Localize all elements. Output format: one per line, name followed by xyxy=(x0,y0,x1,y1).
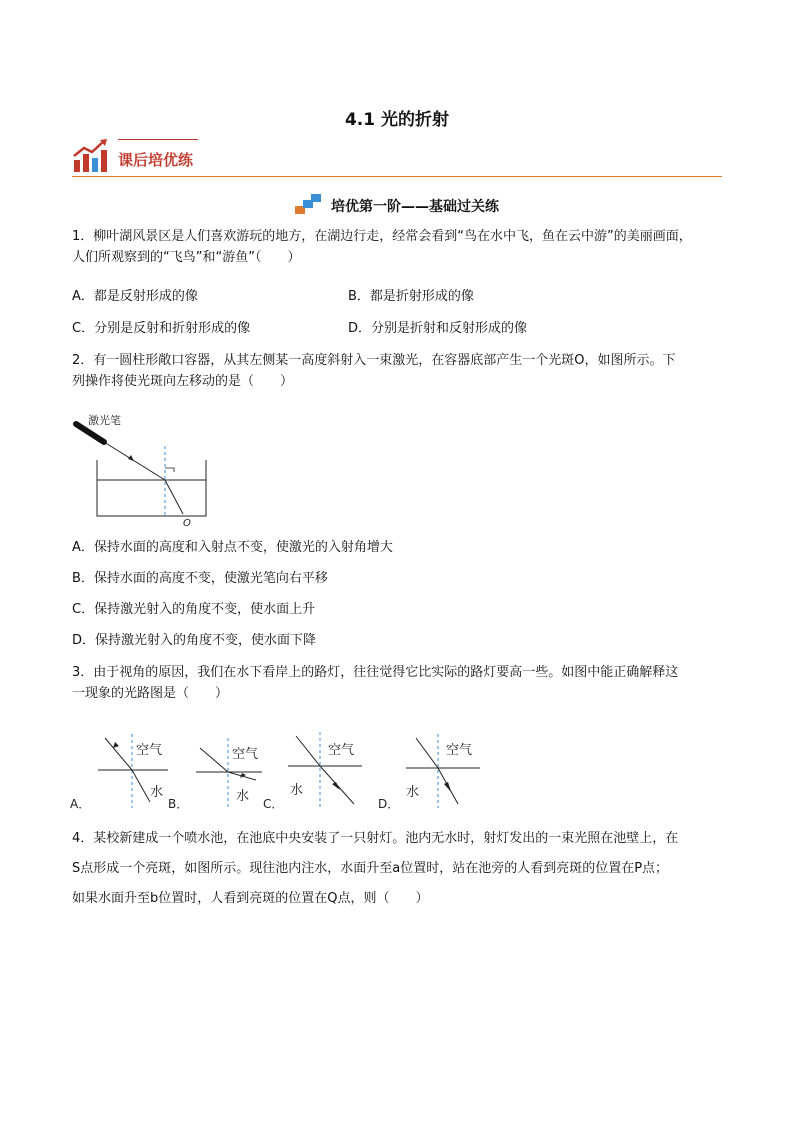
question-3-line-2: 一现象的光路图是（ ） xyxy=(72,686,229,701)
page-title: 4.1 光的折射 xyxy=(344,110,450,130)
question-3 xyxy=(72,662,726,704)
q3-b-letter: B． xyxy=(168,797,189,811)
subsection-heading xyxy=(0,194,794,216)
q3-figure-a xyxy=(70,734,168,811)
question-4-line-1: 4．某校新建成一个喷水池，在池底中央安装了一只射灯。池内无水时，射灯发出的一束光照在池壁上，在 xyxy=(72,831,679,846)
q3-a-water-label: 水 xyxy=(150,785,164,800)
q3-a-air-label: 空气 xyxy=(136,743,163,758)
q3-figure-b xyxy=(168,738,262,811)
q3-d-letter: D． xyxy=(378,797,400,811)
subsection-title: 培优第一阶——基础过关练 xyxy=(331,199,499,215)
q2-option-b: B．保持水面的高度不变，使激光笔向右平移 xyxy=(72,571,328,586)
question-2-line-2: 列操作将使光斑向左移动的是（ ） xyxy=(72,374,294,389)
question-3-line-1: 3．由于视角的原因，我们在水下看岸上的路灯，往往觉得它比实际的路灯要高一些。如图中能正确解释这 xyxy=(72,665,679,680)
stairs-icon xyxy=(295,194,325,214)
question-2-line-1: 2．有一圆柱形敞口容器，从其左侧某一高度斜射入一束激光，在容器底部产生一个光斑O，如图所示。下 xyxy=(72,353,676,368)
question-4-line-3: 如果水面升至b位置时，人看到亮斑的位置在Q点，则（ ） xyxy=(72,891,429,906)
q3-c-letter: C． xyxy=(263,797,284,811)
q2-option-a: A．保持水面的高度和入射点不变，使激光的入射角增大 xyxy=(72,540,393,555)
q3-b-air-label: 空气 xyxy=(232,747,259,762)
question-1-line-1: 1．柳叶湖风景区是人们喜欢游玩的地方，在湖边行走，经常会看到“鸟在水中飞，鱼在云中游”的美丽画面， xyxy=(72,229,692,244)
section-divider xyxy=(72,176,722,177)
section-top-rule xyxy=(118,139,198,140)
question-4 xyxy=(72,828,726,909)
q3-c-water-label: 水 xyxy=(290,783,304,798)
q3-c-air-label: 空气 xyxy=(328,743,355,758)
q3-a-letter: A． xyxy=(70,797,91,811)
q2-option-c: C．保持激光射入的角度不变，使水面上升 xyxy=(72,602,316,617)
question-1 xyxy=(72,226,726,268)
q3-d-water-label: 水 xyxy=(406,785,420,800)
q1-option-b: B．都是折射形成的像 xyxy=(348,289,474,304)
q3-b-water-label: 水 xyxy=(236,789,250,804)
question-4-line-2: S点形成一个亮斑，如图所示。现往池内注水，水面升至a位置时，站在池旁的人看到亮斑的位置在P点； xyxy=(72,861,669,876)
q1-option-d: D．分别是折射和反射形成的像 xyxy=(348,321,528,336)
chart-growth-icon xyxy=(72,138,112,174)
section-label: 课后培优练 xyxy=(118,151,194,169)
laser-container-figure xyxy=(70,410,220,530)
q2-option-d: D．保持激光射入的角度不变，使水面下降 xyxy=(72,633,317,648)
q3-figure-d xyxy=(378,734,480,811)
spot-o-label: O xyxy=(183,518,191,529)
q3-figure-c xyxy=(263,732,362,811)
laser-pen-label: 激光笔 xyxy=(88,414,121,427)
question-2 xyxy=(72,350,726,392)
q3-d-air-label: 空气 xyxy=(446,743,473,758)
q3-figures xyxy=(70,728,490,812)
question-1-line-2: 人们所观察到的“飞鸟”和“游鱼”（ ） xyxy=(72,250,301,265)
q1-option-c: C．分别是反射和折射形成的像 xyxy=(72,321,251,336)
q1-option-a: A．都是反射形成的像 xyxy=(72,289,198,304)
